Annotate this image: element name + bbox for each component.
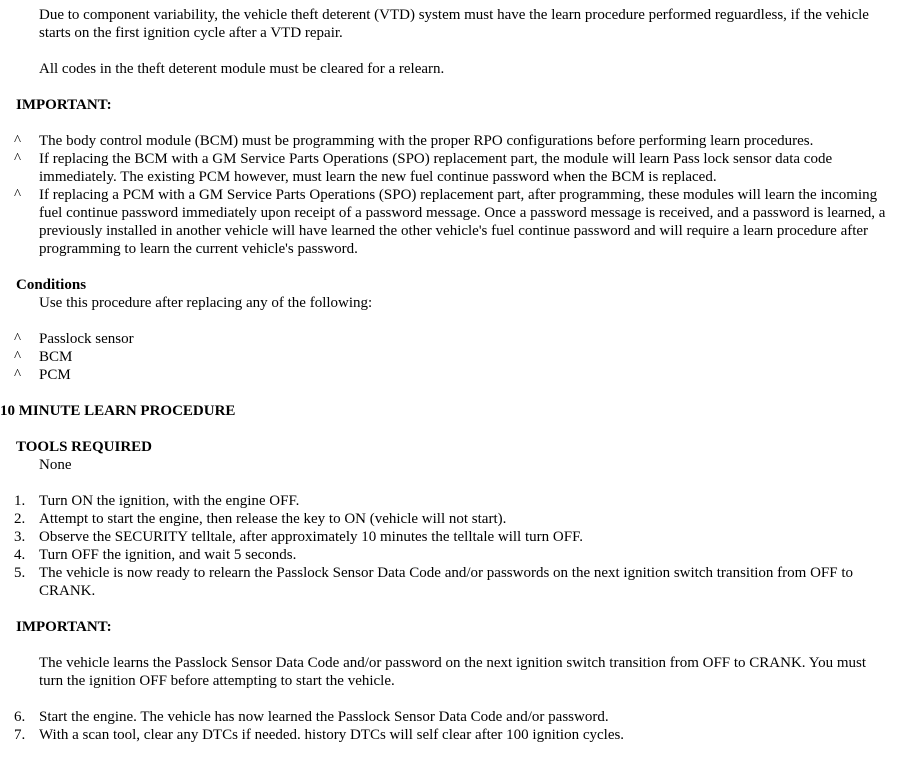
step-text: Start the engine. The vehicle has now learned the Passlock Sensor Data Code and/or password. xyxy=(39,709,609,725)
important-item-text: If replacing a PCM with a GM Service Parts Operations (SPO) replacement part, after programming, these modules will learn the incoming fuel continue password immediately upon receipt of a password message. Once a password message is received, and a password is learned, a previously installed in another vehicle will have learned the other vehicle's fuel continue password and will require a learn procedure after programming to learn the current vehicle's password. xyxy=(39,187,886,257)
conditions-text: Use this procedure after replacing any of the following: xyxy=(39,295,373,311)
step-number: 6. xyxy=(14,709,26,725)
tools-required-value: None xyxy=(39,457,72,473)
caret-bullet-icon: ^ xyxy=(14,151,22,167)
procedure-important-text: The vehicle learns the Passlock Sensor Data Code and/or password on the next ignition switch transition from OFF to CRANK. You must turn the ignition OFF before attempting to start the vehicle. xyxy=(39,655,866,689)
intro-paragraph-codes: All codes in the theft deterent module must be cleared for a relearn. xyxy=(39,61,445,77)
conditions-item-text: PCM xyxy=(39,367,71,383)
conditions-heading: Conditions xyxy=(16,277,87,293)
intro-paragraph-vtd: Due to component variability, the vehicle theft deterent (VTD) system must have the learn procedure performed reguardless, if the vehicle starts on the first ignition cycle after a VTD repair. xyxy=(39,7,869,41)
caret-bullet-icon: ^ xyxy=(14,133,22,149)
step-text: Turn OFF the ignition, and wait 5 seconds. xyxy=(39,547,297,563)
important-item-text: The body control module (BCM) must be programming with the proper RPO configurations before performing learn procedures. xyxy=(39,133,814,149)
important-heading: IMPORTANT: xyxy=(16,97,112,113)
caret-bullet-icon: ^ xyxy=(14,187,22,203)
step-text: Attempt to start the engine, then release the key to ON (vehicle will not start). xyxy=(39,511,507,527)
step-text: Turn ON the ignition, with the engine OFF. xyxy=(39,493,300,509)
step-number: 5. xyxy=(14,565,26,581)
caret-bullet-icon: ^ xyxy=(14,367,22,383)
conditions-item-text: BCM xyxy=(39,349,73,365)
step-number: 2. xyxy=(14,511,26,527)
caret-bullet-icon: ^ xyxy=(14,331,22,347)
caret-bullet-icon: ^ xyxy=(14,349,22,365)
conditions-item-text: Passlock sensor xyxy=(39,331,134,347)
important-item-text: If replacing the BCM with a GM Service Parts Operations (SPO) replacement part, the module will learn Pass lock sensor data code immediately. The existing PCM however, must learn the new fuel continue password when the BCM is replaced. xyxy=(39,151,833,185)
step-text: Observe the SECURITY telltale, after approximately 10 minutes the telltale will turn OFF. xyxy=(39,529,583,545)
step-number: 7. xyxy=(14,727,26,743)
step-text: The vehicle is now ready to relearn the Passlock Sensor Data Code and/or passwords on the next ignition switch transition from OFF to CRANK. xyxy=(39,565,854,599)
procedure-heading: 10 MINUTE LEARN PROCEDURE xyxy=(0,403,236,419)
step-text: With a scan tool, clear any DTCs if needed. history DTCs will self clear after 100 ignition cycles. xyxy=(39,727,625,743)
step-number: 1. xyxy=(14,493,26,509)
step-number: 4. xyxy=(14,547,26,563)
procedure-important-heading: IMPORTANT: xyxy=(16,619,112,635)
tools-required-heading: TOOLS REQUIRED xyxy=(16,439,153,455)
step-number: 3. xyxy=(14,529,26,545)
